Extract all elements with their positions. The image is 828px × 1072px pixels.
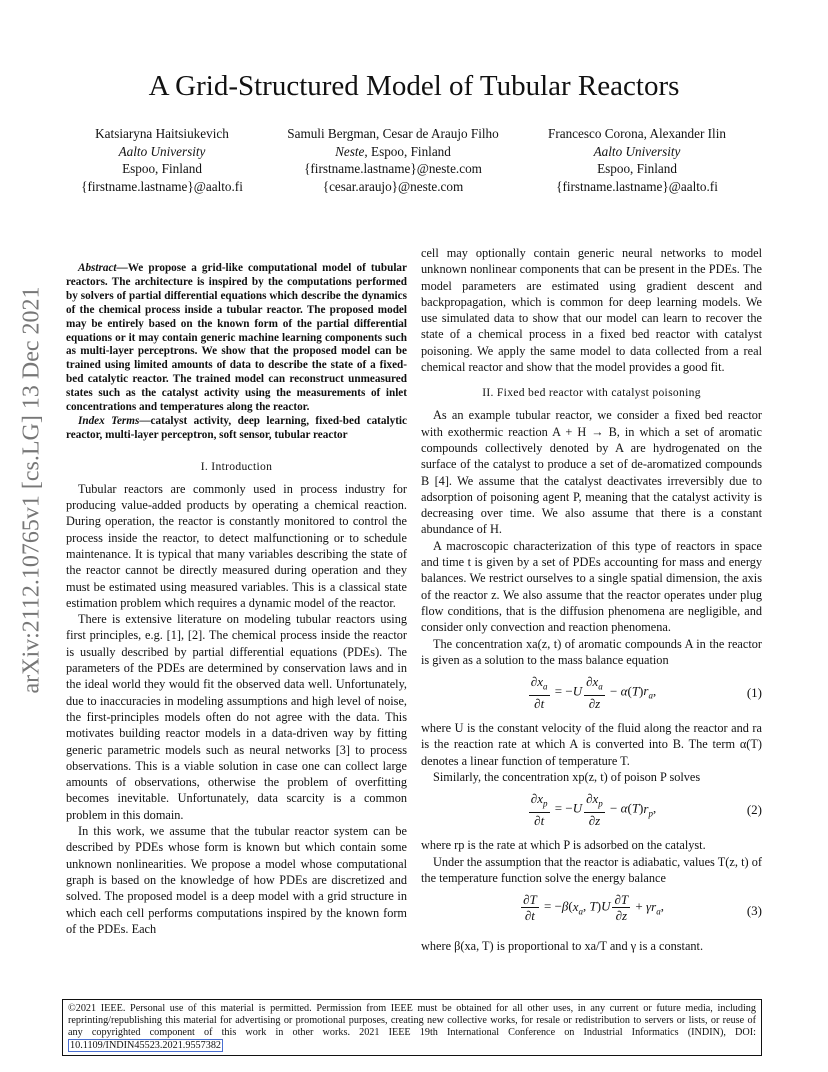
paper-title: A Grid-Structured Model of Tubular Reactors bbox=[148, 70, 680, 102]
paragraph: A macroscopic characterization of this type of reactors in space and time t is given by a set of PDEs accounting for mass and energy balances. We restrict ourselves to a single spatial dimension, the axis of the reactor z. We also assume that the reactor operates under plug flow conditions, that is the diffusion phenomena are negligible, and consider only convection and reaction phenomena. bbox=[421, 538, 762, 635]
author-names: Francesco Corona, Alexander Ilin bbox=[548, 126, 726, 141]
author-email: {firstname.lastname}@aalto.fi bbox=[556, 178, 718, 194]
equation-number: (1) bbox=[746, 685, 762, 701]
equation-1: $\frac{\partial x_a}{\partial t}$ = −U $\frac{\partial x_a}{\partial z}$ − $\alpha(T)r_a$, (1) bbox=[530, 674, 762, 711]
paragraph: Under the assumption that the reactor is adiabatic, values T(z, t) of the temperature function solve the energy balance bbox=[421, 854, 762, 885]
author-block-2 bbox=[262, 125, 524, 195]
paragraph: where rp is the rate at which P is adsorbed on the catalyst. bbox=[421, 838, 706, 853]
section-heading: I. Introduction bbox=[200, 459, 273, 473]
paragraph: There is extensive literature on modeling tubular reactors using first principles, e.g. [1], [2]. The chemical process inside the reactor is usually described by partial differential equations (PDEs). The parameters of the PDEs are determined by conservation laws and in the ideal world they would fit the observed data well. Unfortunately, due to inaccuracies in modeling assumptions and high level of noise, the first-principles models often do not agree with the data. This motivates building reactor models in a data-driven way by fitting generic parametric models such as neural networks [3] to process observations. This is a viable solution in case one can collect large amounts of observations, otherwise the problem of overfitting becomes inevitable. Unfortunately, data scarcity is a common problem in this domain. bbox=[66, 612, 407, 822]
paragraph: where β(xa, T) is proportional to xa/T and γ is a constant. bbox=[421, 939, 704, 954]
author-names: Samuli Bergman, Cesar de Araujo Filho bbox=[287, 126, 499, 141]
paragraph: cell may optionally contain generic neural networks to model unknown nonlinear components that can be present in the PDEs. The model parameters are estimated using gradient descent and backpropagation, which is common for deep learning models. We use simulated data to show that our model can learn to recover the state of a chemical process in a fixed bed reactor with catalyst poisoning. We apply the same model to data collected from a real chemical reactor and show that the model provides a good fit. bbox=[421, 246, 762, 375]
left-column bbox=[66, 262, 407, 937]
author-affiliation: Aalto University bbox=[118, 143, 206, 159]
abstract bbox=[66, 262, 407, 443]
copyright-notice bbox=[62, 999, 762, 1056]
section-heading: II. Fixed bed reactor with catalyst poisoning bbox=[482, 386, 701, 400]
paragraph: The concentration xa(z, t) of aromatic compounds A in the reactor is given as a solution to the mass balance equation bbox=[421, 636, 762, 667]
author-block-3 bbox=[532, 125, 742, 195]
equation-3: $\frac{\partial T}{\partial t}$ = $-\beta(x_a$, T)U $\frac{\partial T}{\partial z}$ + $\gamma r_a$, (3) bbox=[523, 892, 762, 924]
equation-number: (3) bbox=[746, 903, 762, 919]
equation-number: (2) bbox=[746, 802, 762, 818]
doi-link[interactable]: 10.1109/INDIN45523.2021.9557382 bbox=[70, 1039, 222, 1051]
author-location: Espoo, Finland bbox=[122, 161, 202, 177]
index-terms-text: —catalyst activity, deep learning, fixed-bed catalytic reactor, multi-layer perceptron, soft sensor, tubular reactor bbox=[66, 414, 407, 441]
copyright-text: ©2021 IEEE. Personal use of this material is permitted. Permission from IEEE must be obtained for all other uses, in any current or future media, including reprinting/republishing this material for advertising or promotional purposes, creating new collective works, for resale or redistribution to servers or lists, or reuse of any copyrighted component of this work in other works. 2021 IEEE 19th International Conference on Industrial Informatics (INDIN), DOI: bbox=[68, 1003, 756, 1039]
author-block-1 bbox=[72, 125, 252, 195]
arxiv-stamp bbox=[14, 286, 50, 694]
abstract-label: Abstract bbox=[78, 262, 117, 274]
equation-2: $\frac{\partial x_p}{\partial t}$ = −U $\frac{\partial x_p}{\partial z}$ − $\alpha(T)r_p$, (2) bbox=[530, 791, 762, 828]
paragraph: Tubular reactors are commonly used in process industry for producing value-added products by operating a chemical reaction. During operation, the reactor is constantly monitored to control the process inside the reactor, to detect malfunctioning or to schedule maintenance. It is typical that many variables describing the state of the reactor cannot be directly measured during operation and they must be estimated using measured variables. This is a classical state estimation problem which requires a dynamic model of the reactor. bbox=[66, 481, 407, 610]
abstract-text: —We propose a grid-like computational model of tubular reactors. The architecture is inspired by the computations performed by solvers of partial differential equations which describe the dynamics of the chemical process inside a tubular reactor. The proposed model may be entirely based on the known form of the partial differential equations or it may contain generic machine learning components such as multi-layer perceptrons. We show that the proposed model can be trained using limited amounts of data to describe the state of a fixed-bed catalytic reactor. The trained model can reconstruct unmeasured states such as the catalyst activity using the measurements of inlet concentrations and temperatures along the reactor. bbox=[66, 262, 407, 414]
right-column bbox=[421, 245, 762, 955]
author-email: {firstname.lastname}@neste.com bbox=[304, 161, 482, 177]
author-location: , Espoo, Finland bbox=[364, 143, 451, 159]
paragraph: Similarly, the concentration xp(z, t) of poison P solves bbox=[433, 770, 701, 785]
index-terms-label: Index Terms bbox=[78, 414, 140, 427]
introduction-body bbox=[66, 481, 407, 937]
author-affiliation: Aalto University bbox=[593, 143, 681, 159]
author-names: Katsiaryna Haitsiukevich bbox=[95, 126, 229, 141]
author-affiliation: Neste bbox=[335, 143, 365, 159]
paragraph: As an example tubular reactor, we consider a fixed bed reactor with exothermic reaction A + H → B, in which a set of aromatic compounds collectively denoted by A are hydrogenated on the surface of the catalyst to produce a set of de-aromatized compounds B [4]. We assume that the catalyst deactivates irreversibly due to adsorption of poisoning agent P, meaning that the catalyst activity is decreasing over time. We also assume that there is a constant abundance of H. bbox=[421, 408, 762, 537]
arxiv-id: arXiv:2112.10765v1 [cs.LG] 13 Dec 2021 bbox=[18, 286, 45, 694]
paragraph: where U is the constant velocity of the fluid along the reactor and ra is the reaction rate at which A is converted into B. The term α(T) denotes a linear function of temperature T. bbox=[421, 721, 762, 768]
author-email-2: {cesar.araujo}@neste.com bbox=[322, 178, 464, 194]
author-location: Espoo, Finland bbox=[597, 161, 677, 177]
paragraph: In this work, we assume that the tubular reactor system can be described by PDEs whose form is known but which contain some unknown nonlinearities. We propose a model whose computational graph is based on the knowledge of how PDEs are discretized and solved. The proposed model is a deep model with a grid structure in which each cell performs computations inspired by the known form of the PDEs. Each bbox=[66, 824, 407, 936]
author-email: {firstname.lastname}@aalto.fi bbox=[81, 178, 243, 194]
